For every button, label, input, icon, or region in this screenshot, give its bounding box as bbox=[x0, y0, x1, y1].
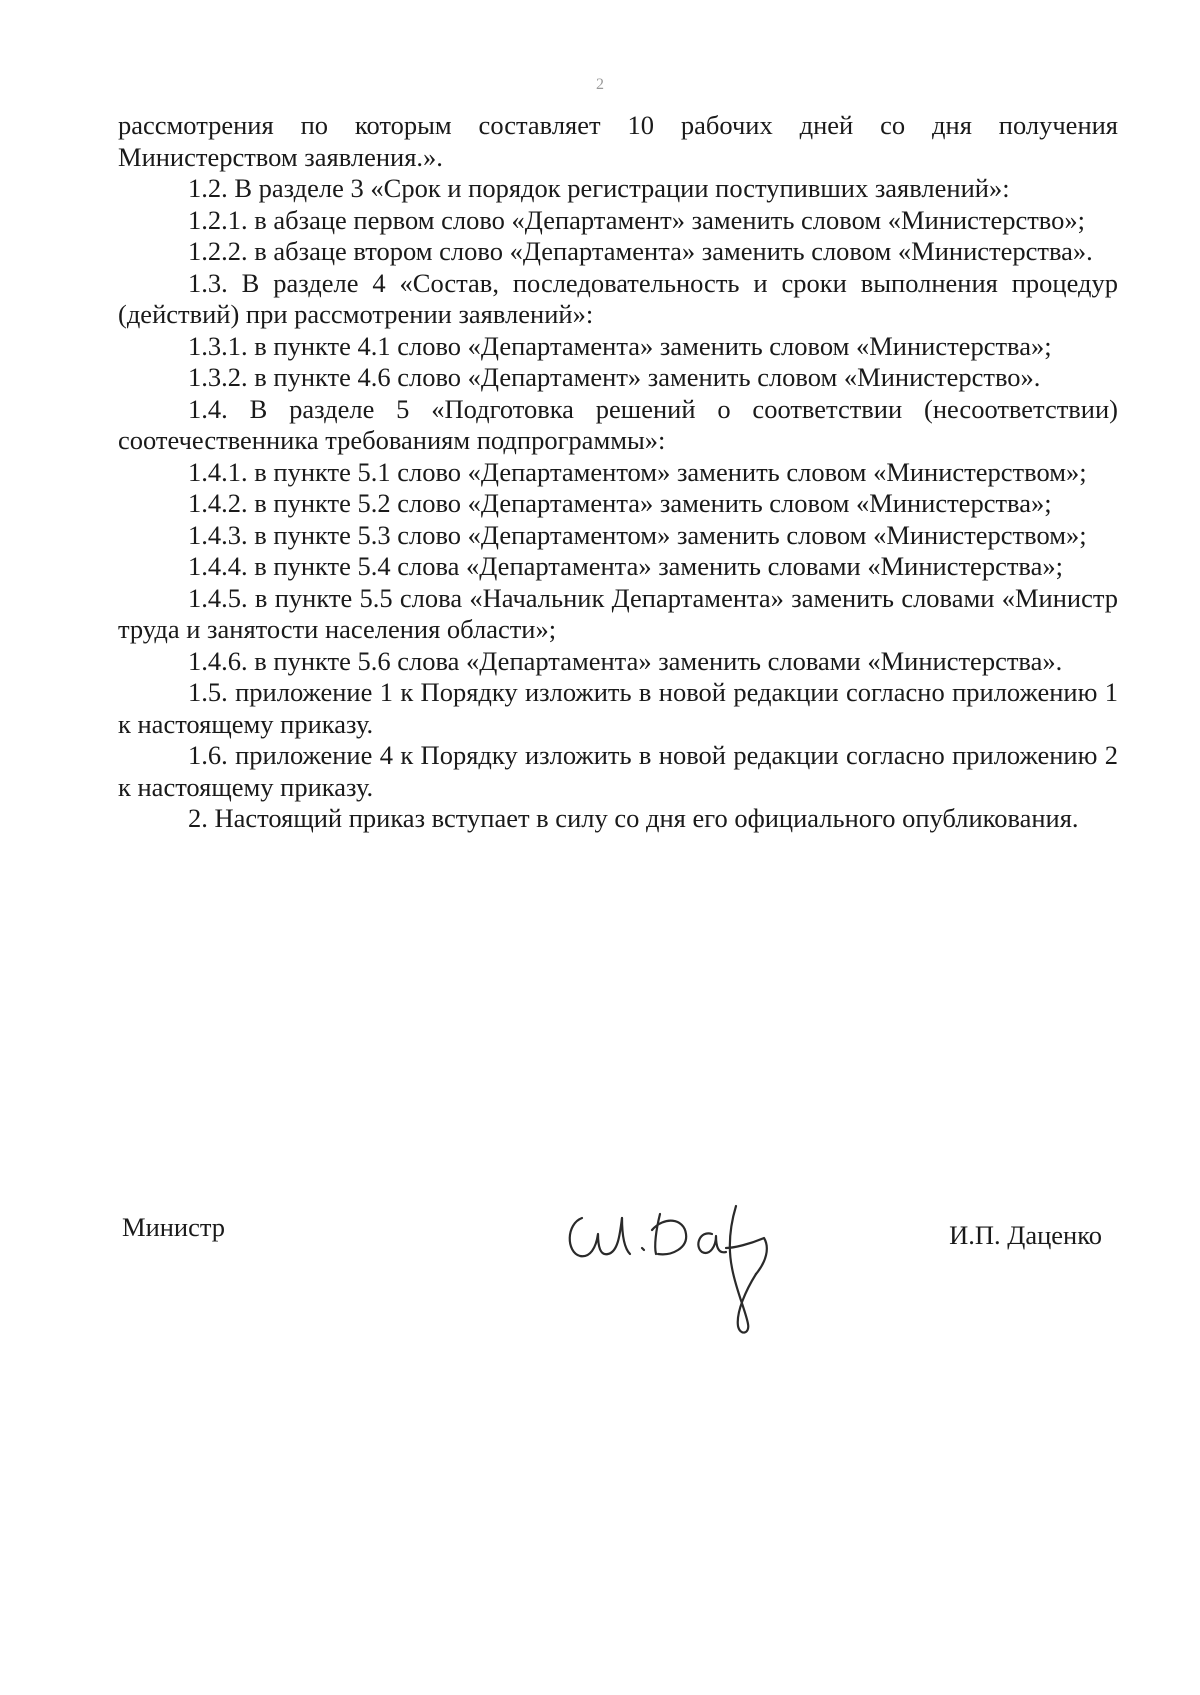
paragraph: 2. Настоящий приказ вступает в силу со дня его официального опубликования. bbox=[188, 803, 1079, 833]
paragraph: 1.5. приложение 1 к Порядку изложить в новой редакции согласно приложению 1 к настоящему приказу. bbox=[118, 677, 1118, 739]
paragraph: 1.4.1. в пункте 5.1 слово «Департаментом» заменить словом «Министерством»; bbox=[188, 456, 1087, 487]
paragraph: 1.4. В разделе 5 «Подготовка решений о соответствии (несоответствии) соотечественника требованиям подпрограммы»: bbox=[118, 393, 1118, 455]
handwritten-signature bbox=[560, 1190, 800, 1340]
paragraph: рассмотрения по которым составляет 10 рабочих дней со дня получения Министерством заявления.». bbox=[118, 110, 1118, 172]
paragraph: 1.3. В разделе 4 «Состав, последовательность и сроки выполнения процедур (действий) при рассмотрении заявлений»: bbox=[118, 267, 1118, 329]
signature-block bbox=[0, 1190, 1200, 1350]
paragraph: 1.6. приложение 4 к Порядку изложить в новой редакции согласно приложению 2 к настоящему приказу. bbox=[118, 740, 1118, 802]
paragraph: 1.4.6. в пункте 5.6 слова «Департамента» заменить словами «Министерства». bbox=[188, 645, 1063, 676]
paragraph: 1.4.5. в пункте 5.5 слова «Начальник Департамента» заменить словами «Министр труда и занятости населения области»; bbox=[118, 582, 1118, 644]
signatory-name: И.П. Даценко bbox=[949, 1220, 1102, 1250]
paragraph: 1.4.2. в пункте 5.2 слово «Департамента» заменить словом «Министерства»; bbox=[188, 488, 1052, 518]
paragraph: 1.2.1. в абзаце первом слово «Департамент» заменить словом «Министерство»; bbox=[188, 204, 1086, 235]
paragraph: 1.3.2. в пункте 4.6 слово «Департамент» заменить словом «Министерство». bbox=[188, 362, 1041, 392]
paragraph: 1.4.3. в пункте 5.3 слово «Департаментом» заменить словом «Министерством»; bbox=[188, 519, 1087, 550]
paragraph: 1.4.4. в пункте 5.4 слова «Департамента» заменить словами «Министерства»; bbox=[188, 551, 1063, 581]
paragraph: 1.2. В разделе 3 «Срок и порядок регистрации поступивших заявлений»: bbox=[188, 173, 1010, 203]
paragraph: 1.2.2. в абзаце втором слово «Департамента» заменить словом «Министерства». bbox=[188, 236, 1093, 266]
signatory-title: Министр bbox=[122, 1212, 226, 1242]
paragraph: 1.3.1. в пункте 4.1 слово «Департамента» заменить словом «Министерства»; bbox=[188, 330, 1052, 361]
page-number: 2 bbox=[596, 76, 604, 93]
document-body bbox=[118, 110, 1118, 835]
